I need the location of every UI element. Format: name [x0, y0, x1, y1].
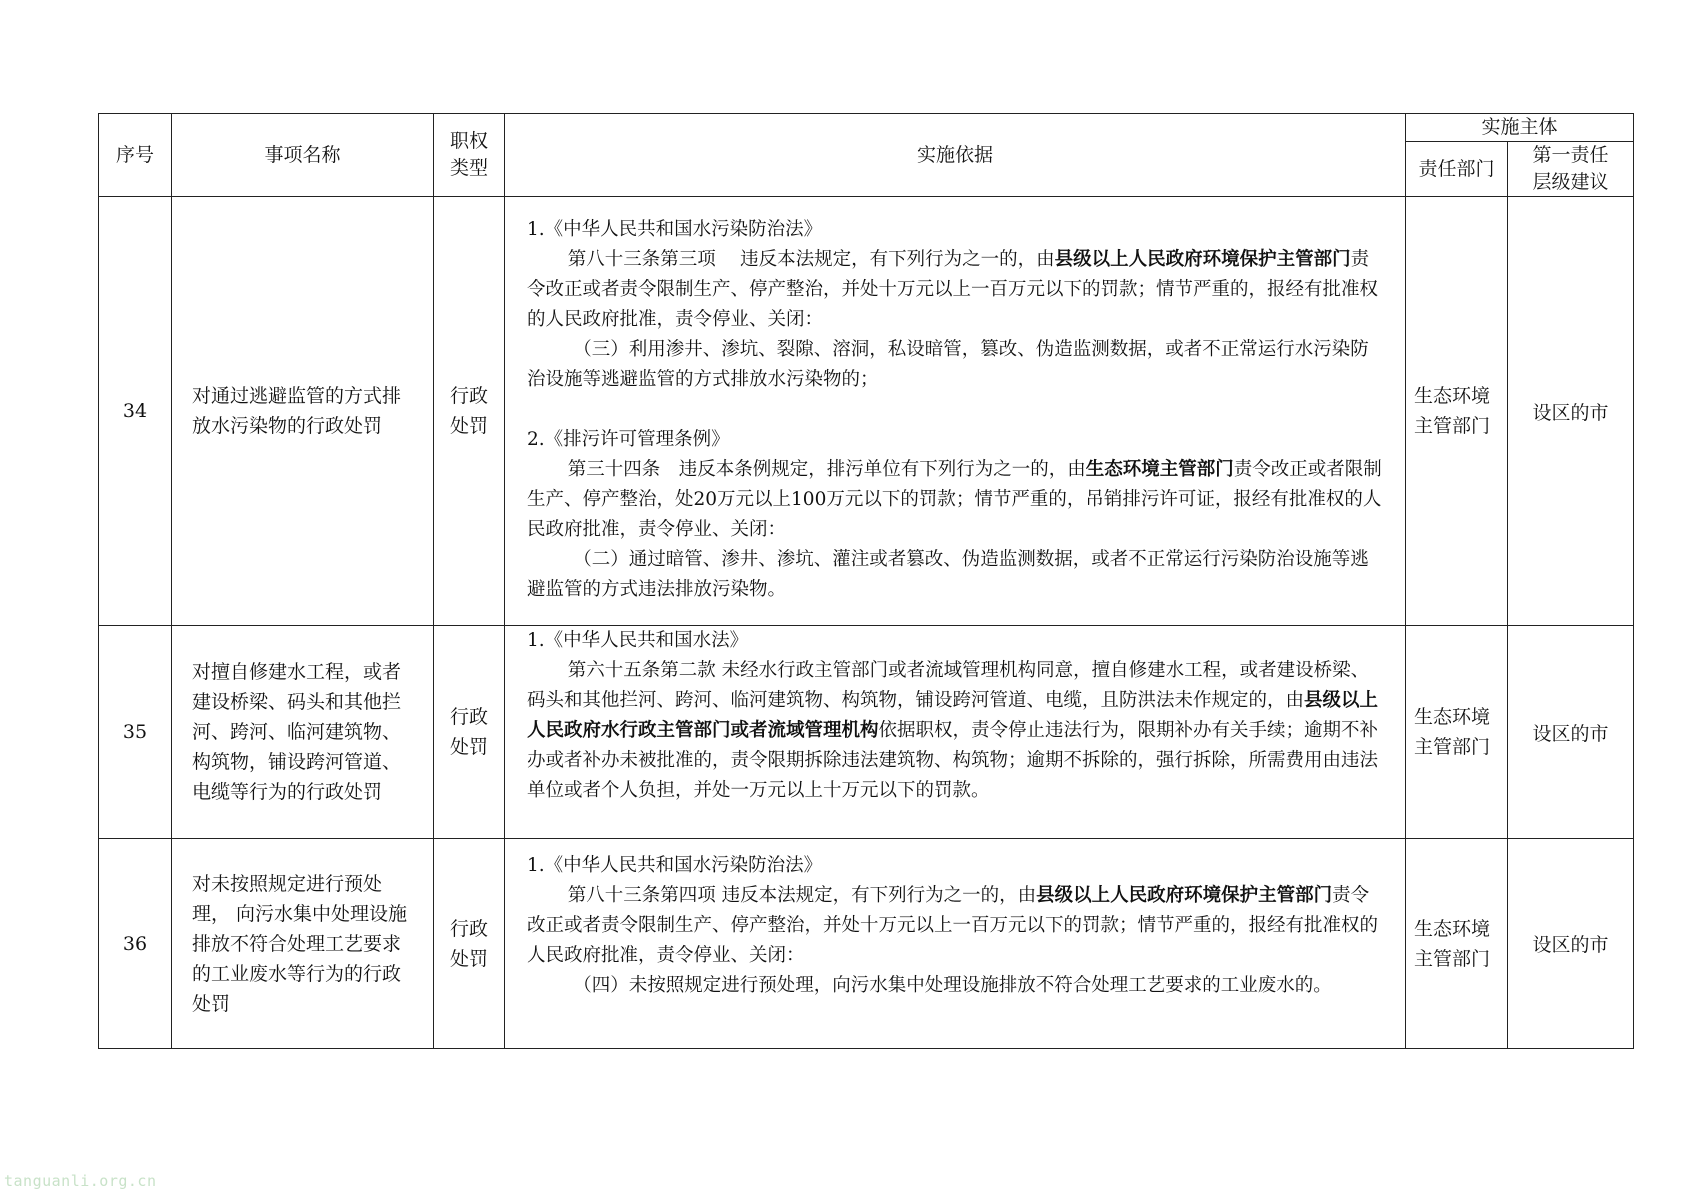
row-dept: 生态环境主管部门: [1406, 839, 1508, 1049]
responsible-authority: 县级以上人民政府环境保护主管部门: [1036, 885, 1333, 906]
responsible-authority: 县级以上人民政府水行政主管部门或者流域管理机构: [527, 690, 1379, 741]
enforcement-items-table: [98, 113, 1634, 1049]
header-basis: 实施依据: [505, 114, 1406, 197]
row-item-name: 对未按照规定进行预处理， 向污水集中处理设施排放不符合处理工艺要求的工业废水等行为的行政处罚: [172, 839, 434, 1049]
row-seq: 34: [99, 197, 172, 626]
row-power-type: 行政处罚: [434, 197, 505, 626]
row-item-name: 对擅自修建水工程，或者建设桥梁、码头和其他拦河、跨河、临河建筑物、构筑物，铺设跨河管道、电缆等行为的行政处罚: [172, 626, 434, 839]
row-seq: 35: [99, 626, 172, 839]
header-seq: 序号: [99, 114, 172, 197]
responsible-authority: 县级以上人民政府环境保护主管部门: [1054, 249, 1351, 270]
row-power-type: 行政处罚: [434, 839, 505, 1049]
header-dept: 责任部门: [1406, 142, 1508, 197]
responsible-authority: 生态环境主管部门: [1085, 459, 1234, 480]
row-dept: 生态环境主管部门: [1406, 626, 1508, 839]
law-title: 1.《中华人民共和国水污染防治法》: [527, 855, 823, 876]
row-level: 设区的市: [1508, 839, 1634, 1049]
law-clause: （二）通过暗管、渗井、渗坑、灌注或者篡改、伪造监测数据，或者不正常运行污染防治设施等逃避监管的方式违法排放污染物。: [527, 549, 1369, 600]
row-level: 设区的市: [1508, 626, 1634, 839]
header-power-type: 职权类型: [434, 114, 505, 197]
header-level: 第一责任层级建议: [1508, 142, 1634, 197]
row-item-name: 对通过逃避监管的方式排放水污染物的行政处罚: [172, 197, 434, 626]
row-power-type: 行政处罚: [434, 626, 505, 839]
row-dept: 生态环境主管部门: [1406, 197, 1508, 626]
law-article: 第三十四条 违反本条例规定，排污单位有下列行为之一的，由生态环境主管部门责令改正或者限制生产、停产整治，处20万元以上100万元以下的罚款；情节严重的，吊销排污许可证，报经有批准权的人民政府批准，责令停业、关闭：: [527, 459, 1382, 540]
law-title: 1.《中华人民共和国水污染防治法》: [527, 219, 823, 240]
law-article: 第六十五条第二款 未经水行政主管部门或者流域管理机构同意，擅自修建水工程，或者建设桥梁、码头和其他拦河、跨河、临河建筑物、构筑物，铺设跨河管道、电缆，且防洪法未作规定的，由县级以上人民政府水行政主管部门或者流域管理机构依据职权，责令停止违法行为，限期补办有关手续；逾期不补办或者补办未被批准的，责令限期拆除违法建筑物、构筑物；逾期不拆除的，强行拆除，所需费用由违法单位或者个人负担，并处一万元以上十万元以下的罚款。: [527, 660, 1379, 801]
law-clause: （三）利用渗井、渗坑、裂隙、溶洞，私设暗管，篡改、伪造监测数据，或者不正常运行水污染防治设施等逃避监管的方式排放水污染物的；: [527, 339, 1369, 390]
table-row: [99, 197, 1634, 626]
row-basis: [505, 197, 1406, 626]
header-subject: 实施主体: [1406, 114, 1634, 142]
law-article: 第八十三条第三项 违反本法规定，有下列行为之一的，由县级以上人民政府环境保护主管部门责令改正或者责令限制生产、停产整治，并处十万元以上一百万元以下的罚款；情节严重的，报经有批准权的人民政府批准，责令停业、关闭：: [527, 249, 1379, 330]
watermark: tanguanli.org.cn: [4, 1172, 157, 1190]
table-row: [99, 626, 1634, 839]
law-title: 2.《排污许可管理条例》: [527, 429, 730, 450]
law-clause: （四）未按照规定进行预处理，向污水集中处理设施排放不符合处理工艺要求的工业废水的。: [573, 975, 1332, 996]
header-item-name: 事项名称: [172, 114, 434, 197]
table-row: [99, 839, 1634, 1049]
row-level: 设区的市: [1508, 197, 1634, 626]
row-seq: 36: [99, 839, 172, 1049]
row-basis: [505, 626, 1406, 839]
law-title: 1.《中华人民共和国水法》: [527, 630, 749, 651]
row-basis: [505, 839, 1406, 1049]
law-article: 第八十三条第四项 违反本法规定，有下列行为之一的，由县级以上人民政府环境保护主管部门责令改正或者责令限制生产、停产整治，并处十万元以上一百万元以下的罚款；情节严重的，报经有批准权的人民政府批准，责令停业、关闭：: [527, 885, 1379, 966]
